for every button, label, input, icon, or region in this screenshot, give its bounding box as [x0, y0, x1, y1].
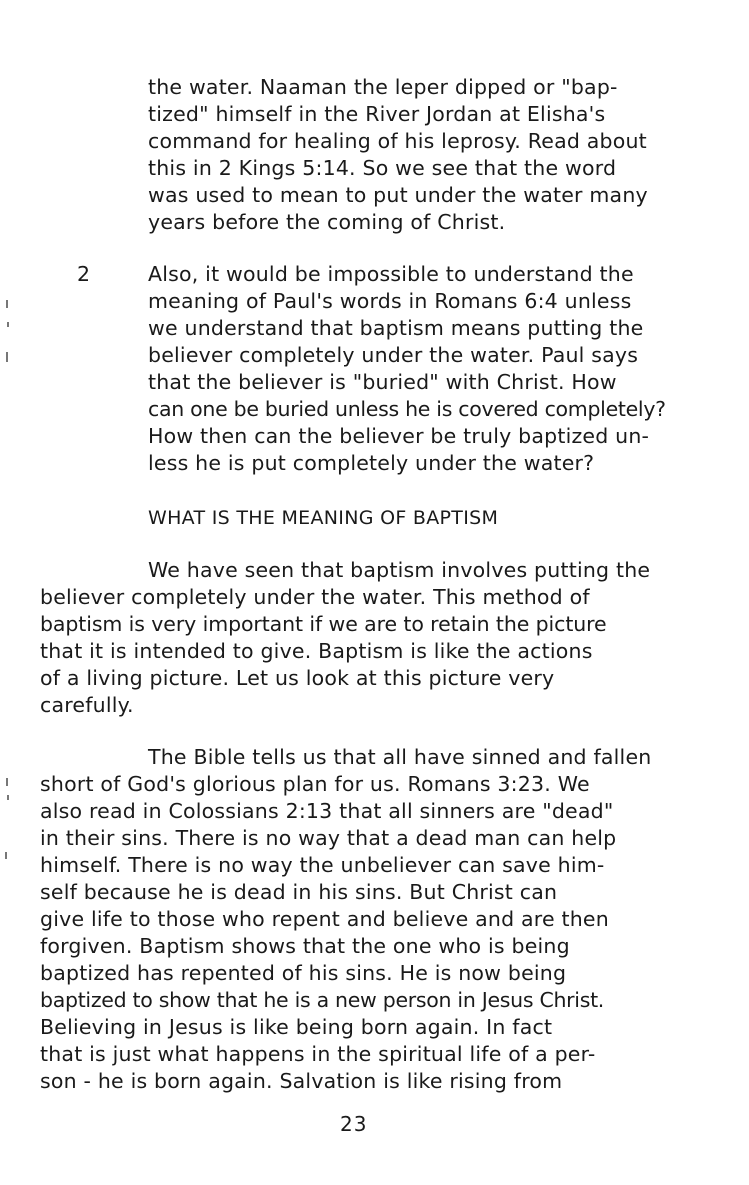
- text-line: Also, it would be impossible to understand the: [148, 262, 634, 286]
- text-line: carefully.: [40, 693, 134, 717]
- text-line: believer completely under the water. This method of: [40, 585, 590, 609]
- text-line: give life to those who repent and believe and are then: [40, 907, 609, 931]
- text-line: years before the coming of Christ.: [148, 210, 506, 234]
- scan-speck: [7, 795, 9, 800]
- text-line: meaning of Paul's words in Romans 6:4 unless: [148, 289, 632, 313]
- text-line: tized" himself in the River Jordan at Elisha's: [148, 102, 606, 126]
- text-line: short of God's glorious plan for us. Romans 3:23. We: [40, 772, 590, 796]
- text-line: that the believer is "buried" with Christ. How: [148, 370, 617, 394]
- scan-speck: [7, 322, 9, 327]
- text-line: baptism is very important if we are to retain the picture: [40, 612, 607, 636]
- text-line: of a living picture. Let us look at this picture very: [40, 666, 555, 690]
- scan-speck: [6, 778, 8, 786]
- text-line: can one be buried unless he is covered completely?: [148, 397, 666, 421]
- point-number: 2: [77, 262, 91, 286]
- text-line: self because he is dead in his sins. But Christ can: [40, 880, 558, 904]
- text-line: Believing in Jesus is like being born again. In fact: [40, 1015, 553, 1039]
- text-line: forgiven. Baptism shows that the one who is being: [40, 934, 570, 958]
- text-line: baptized to show that he is a new person in Jesus Christ.: [40, 988, 605, 1012]
- text-line: How then can the believer be truly baptized un-: [148, 424, 650, 448]
- text-line: this in 2 Kings 5:14. So we see that the word: [148, 156, 617, 180]
- text-line: less he is put completely under the water?: [148, 451, 595, 475]
- text-line: son - he is born again. Salvation is like rising from: [40, 1069, 563, 1093]
- text-line: command for healing of his leprosy. Read about: [148, 129, 647, 153]
- text-line: that it is intended to give. Baptism is like the actions: [40, 639, 593, 663]
- scan-speck: [6, 300, 8, 308]
- text-line: we understand that baptism means putting the: [148, 316, 644, 340]
- page-number: 23: [340, 1112, 368, 1136]
- text-line: the water. Naaman the leper dipped or "bap-: [148, 75, 618, 99]
- text-line: The Bible tells us that all have sinned and fallen: [148, 745, 652, 769]
- text-line: also read in Colossians 2:13 that all sinners are "dead": [40, 799, 614, 823]
- text-line: was used to mean to put under the water many: [148, 183, 648, 207]
- scan-speck: [6, 352, 8, 362]
- section-heading: WHAT IS THE MEANING OF BAPTISM: [148, 507, 499, 529]
- text-line: believer completely under the water. Paul says: [148, 343, 639, 367]
- text-line: baptized has repented of his sins. He is now being: [40, 961, 567, 985]
- text-line: We have seen that baptism involves putting the: [148, 558, 651, 582]
- text-line: in their sins. There is no way that a dead man can help: [40, 826, 617, 850]
- text-line: himself. There is no way the unbeliever can save him-: [40, 853, 605, 877]
- scan-speck: [5, 852, 7, 859]
- text-line: that is just what happens in the spiritual life of a per-: [40, 1042, 596, 1066]
